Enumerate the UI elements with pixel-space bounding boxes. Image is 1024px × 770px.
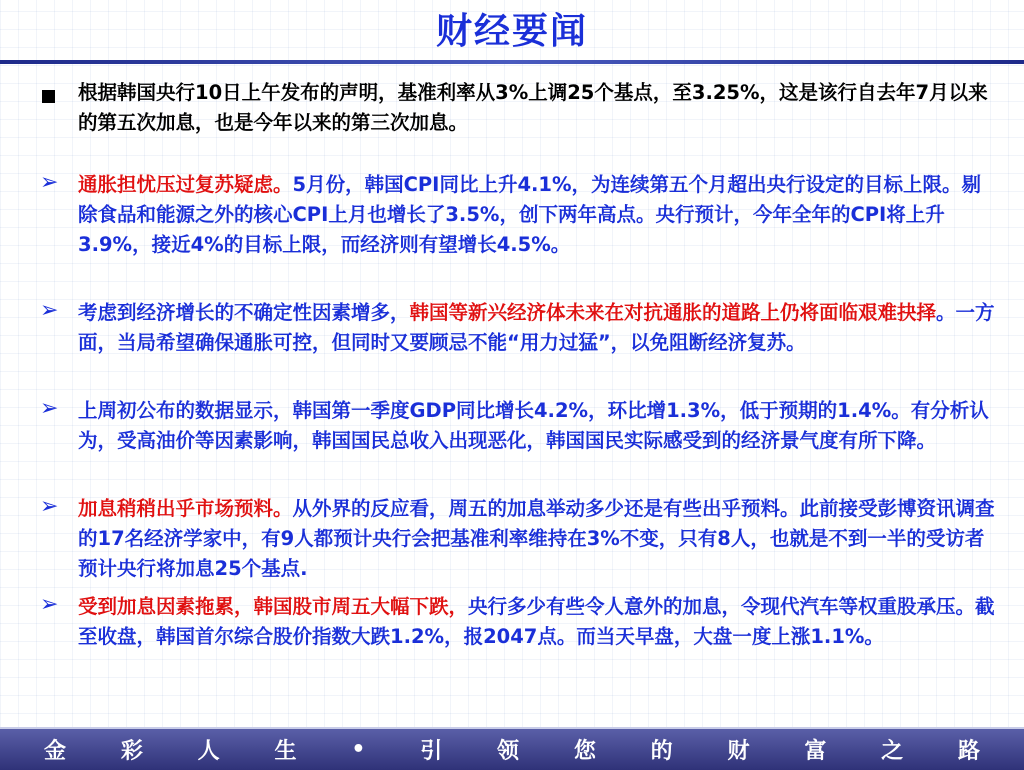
body-text: 。一方面，当局希望确保通胀可控，但同时又要顾忌不能“用力过猛”，以免阻断经济复苏。 (78, 301, 995, 354)
body-text: 上周初公布的数据显示，韩国第一季度GDP同比增长4.2%，环比增1.3%，低于预期的1.4%。有分析认为，受高油价等因素影响，韩国国民总收入出现恶化，韩国国民实际感受到的经济景气度有所下降。 (78, 399, 989, 452)
arrow-bullet-icon: ➢ (40, 396, 59, 421)
footer-char: 人 (197, 739, 220, 764)
news-item-text (78, 170, 998, 260)
arrow-bullet-icon: ➢ (40, 170, 59, 195)
arrow-bullet-icon: ➢ (40, 298, 59, 323)
highlight-text: 加息稍稍出乎市场预料。 (78, 497, 293, 520)
footer-char: 领 (497, 739, 520, 764)
footer-char: 财 (727, 739, 750, 764)
footer-char: 金 (44, 739, 67, 764)
footer-char: 的 (650, 739, 673, 764)
arrow-bullet-icon: ➢ (40, 494, 59, 519)
intro-text: 根据韩国央行10日上午发布的声明，基准利率从3%上调25个基点，至3.25%，这是该行自去年7月以来的第五次加息，也是今年以来的第三次加息。 (78, 81, 988, 134)
news-item-text (78, 298, 998, 358)
footer-char: 富 (804, 739, 827, 764)
footer-slogan (0, 729, 1024, 770)
square-bullet-icon (42, 90, 55, 103)
footer-char: 路 (957, 739, 980, 764)
news-item-text (78, 494, 998, 584)
body-text: 央行多少有些令人意外的加息，令现代汽车等权重股承压。截至收盘，韩国首尔综合股价指数大跌1.2%，报2047点。而当天早盘，大盘一度上涨1.1%。 (78, 595, 995, 648)
footer-char: 生 (274, 739, 297, 764)
news-item-text (78, 396, 998, 456)
title-divider (0, 60, 1024, 64)
body-text: 考虑到经济增长的不确定性因素增多， (78, 301, 410, 324)
highlight-text: 通胀担忧压过复苏疑虑。 (78, 173, 293, 196)
slide-title: 财经要闻 (435, 11, 588, 52)
body-text: 从外界的反应看，周五的加息举动多少还是有些出乎预料。此前接受彭博资讯调查的17名经济学家中，有9人都预计央行会把基准利率维持在3%不变，只有8人，也就是不到一半的受访者预计央行将加息25个基点. (78, 497, 995, 580)
footer-char: 引 (420, 739, 443, 764)
highlight-text: 韩国等新兴经济体未来在对抗通胀的道路上仍将面临艰难抉择 (409, 301, 937, 324)
news-item-text (78, 592, 998, 652)
footer-char: 彩 (120, 739, 143, 764)
footer-char: 之 (881, 739, 904, 764)
arrow-bullet-icon: ➢ (40, 592, 59, 617)
body-text: 5月份，韩国CPI同比上升4.1%，为连续第五个月超出央行设定的目标上限。剔除食品和能源之外的核心CPI上月也增长了3.5%，创下两年高点。央行预计，今年全年的CPI将上升3.9%，接近4%的目标上限，而经济则有望增长4.5%。 (78, 173, 982, 256)
footer-char: 您 (573, 739, 596, 764)
highlight-text: 受到加息因素拖累，韩国股市周五大幅下跌， (78, 595, 469, 618)
footer-banner (0, 727, 1024, 770)
footer-dot: • (351, 737, 366, 762)
